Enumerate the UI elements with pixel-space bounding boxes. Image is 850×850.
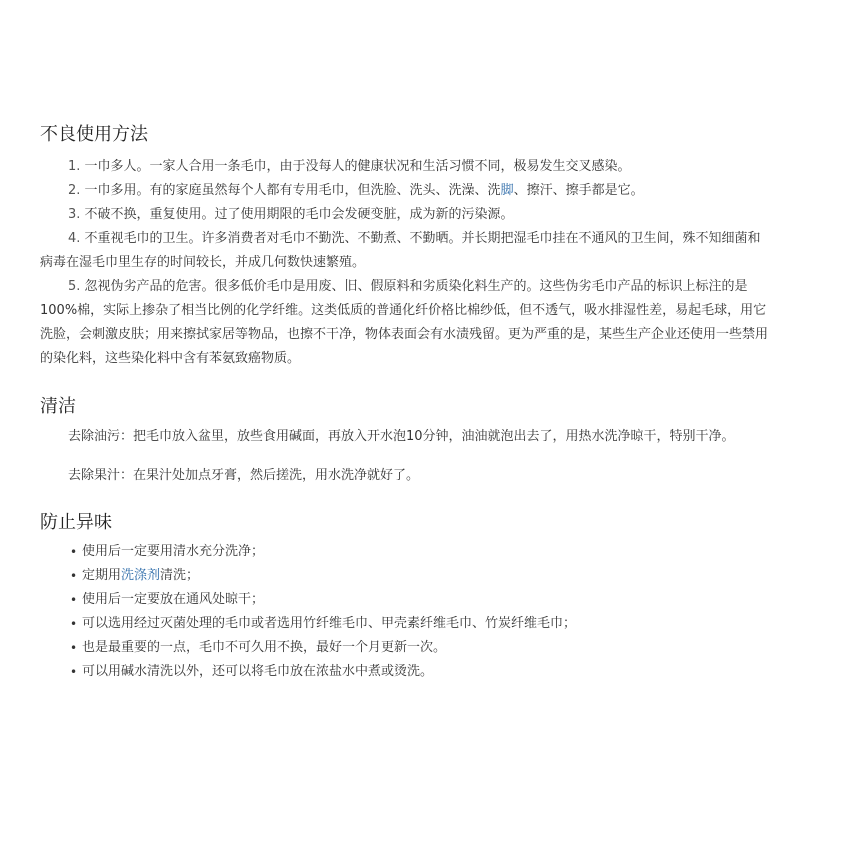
item-text-continued: 病毒在湿毛巾里生存的时间较长，并成几何数快速繁殖。 (40, 255, 366, 270)
list-item (68, 228, 828, 250)
list-item (68, 180, 828, 202)
item-text-continued: 100%棉，实际上掺杂了相当比例的化学纤维。这类低质的普通化纤价格比棉纱低，但不透气，吸水排湿性差，易起毛球，用它 (40, 303, 767, 318)
item-text: 、擦汗、擦手都是它。 (513, 183, 644, 198)
item-number: 3. (68, 207, 81, 222)
list-item: 也是最重要的一点，毛巾不可久用不换，最好一个月更新一次。 (82, 640, 447, 655)
item-text: 不破不换，重复使用。过了使用期限的毛巾会发硬变脏，成为新的污染源。 (84, 207, 514, 222)
bullet-icon: • (70, 617, 78, 631)
section-title-cleaning: 清洁 (40, 396, 76, 417)
list-item (68, 276, 828, 298)
item-text: 定期用 (82, 568, 122, 583)
item-number: 5. (68, 279, 81, 294)
bullet-icon: • (70, 641, 78, 655)
list-item (68, 204, 828, 226)
paragraph-oil-stain: 去除油污：把毛巾放入盆里，放些食用碱面，再放入开水泡10分钟，油油就泡出去了，用热水洗净晾干，特别干净。 (68, 429, 735, 444)
item-text-continued: 洗脸，会刺激皮肤；用来擦拭家居等物品，也擦不干净，物体表面会有水渍残留。更为严重的是，某些生产企业还使用一些禁用 (40, 327, 769, 342)
item-text: 不重视毛巾的卫生。许多消费者对毛巾不勤洗、不勤煮、不勤晒。并长期把湿毛巾挂在不通风的卫生间，殊不知细菌和 (84, 231, 761, 246)
item-text: 一巾多用。有的家庭虽然每个人都有专用毛巾，但洗脸、洗头、洗澡、洗 (84, 183, 501, 198)
item-number: 1. (68, 159, 81, 174)
section-title-anti-odor: 防止异味 (40, 512, 112, 533)
bullet-icon: • (70, 665, 78, 679)
item-text: 一巾多人。一家人合用一条毛巾，由于没每人的健康状况和生活习惯不同，极易发生交叉感染。 (84, 159, 631, 174)
list-item: 可以选用经过灭菌处理的毛巾或者选用竹纤维毛巾、甲壳素纤维毛巾、竹炭纤维毛巾； (82, 616, 577, 631)
link-foot[interactable]: 脚 (500, 183, 514, 198)
list-item (68, 156, 828, 178)
bullet-icon: • (70, 593, 78, 607)
item-text-continued: 的染化料，这些染化料中含有苯氨致癌物质。 (40, 351, 301, 366)
list-item: 使用后一定要用清水充分洗净； (82, 544, 265, 559)
list-item: 使用后一定要放在通风处晾干； (82, 592, 265, 607)
item-text: 清洗； (160, 568, 200, 583)
section-title-bad-usage: 不良使用方法 (40, 124, 148, 145)
link-detergent[interactable]: 洗涤剂 (121, 568, 161, 583)
paragraph-juice-stain: 去除果汁：在果汁处加点牙膏，然后搓洗，用水洗净就好了。 (68, 468, 420, 483)
list-item (82, 565, 199, 587)
item-number: 2. (68, 183, 81, 198)
list-item: 可以用碱水清洗以外，还可以将毛巾放在浓盐水中煮或烫洗。 (82, 664, 434, 679)
item-text: 忽视伪劣产品的危害。很多低价毛巾是用废、旧、假原料和劣质染化料生产的。这些伪劣毛巾产品的标识上标注的是 (84, 279, 748, 294)
bullet-icon: • (70, 569, 78, 583)
bullet-icon: • (70, 545, 78, 559)
item-number: 4. (68, 231, 81, 246)
